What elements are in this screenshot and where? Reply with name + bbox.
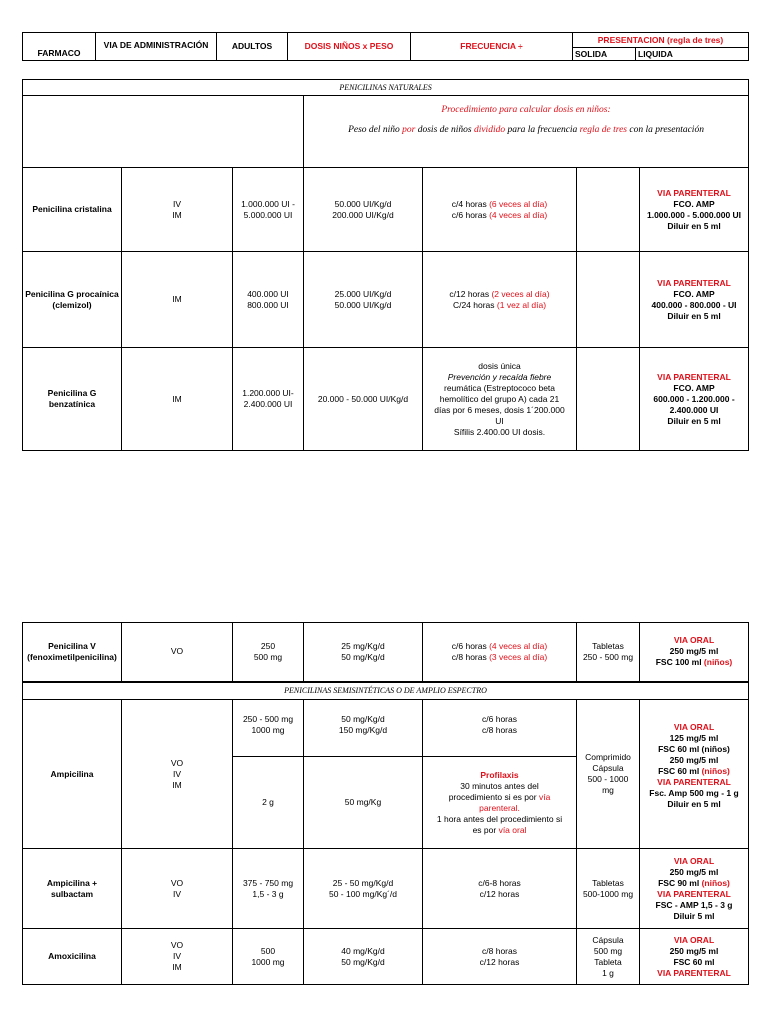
header-adultos: ADULTOS [217, 33, 288, 61]
frecuencia-cell: c/4 horas (6 veces al día) c/6 horas (4 veces al día) [423, 168, 577, 252]
table-row [23, 700, 749, 757]
via-cell: IV IM [122, 168, 233, 252]
table-row [23, 849, 749, 929]
header-farmaco: FARMACO [23, 33, 96, 61]
via-cell: VO [122, 623, 233, 682]
dosis-cell: 40 mg/Kg/d 50 mg/Kg/d [304, 929, 423, 985]
liquida-cell: VIA PARENTERAL FCO. AMP 1.000.000 - 5.000.000 UI Diluir en 5 ml [640, 168, 749, 252]
adultos-cell: 400.000 UI 800.000 UI [233, 252, 304, 348]
frecuencia-cell: dosis única Prevención y recaída fiebre reumática (Estreptococo beta hemolítico del grupo A) cada 21 días por 6 meses, dosis 1´200.000 UI Sífilis 2.400.00 UI dosis. [423, 348, 577, 451]
procedure-note: Procedimiento para calcular dosis en niños: Peso del niño por dosis de niños dividido para la frecuencia regla de tres con la presentación [304, 96, 749, 168]
frecuencia-cell: c/6 horas c/8 horas [423, 700, 577, 757]
adultos-cell: 250 500 mg [233, 623, 304, 682]
header-dosis: DOSIS NIÑOS x PESO [288, 33, 411, 61]
dosis-cell: 50.000 UI/Kg/d 200.000 UI/Kg/d [304, 168, 423, 252]
dosis-cell: 25 mg/Kg/d 50 mg/Kg/d [304, 623, 423, 682]
dosis-cell: 50 mg/Kg [304, 757, 423, 849]
table-row [23, 348, 749, 451]
liquida-cell: VIA PARENTERAL FCO. AMP 400.000 - 800.000 - UI Diluir en 5 ml [640, 252, 749, 348]
drug-name: Penicilina G benzatínica [23, 348, 122, 451]
header-solida: SOLIDA [573, 48, 636, 61]
liquida-cell: VIA ORAL 250 mg/5 ml FSC 90 ml (niños) VIA PARENTERAL FSC - AMP 1,5 - 3 g Diluir 5 ml [640, 849, 749, 929]
solida-cell: Comprimido Cápsula 500 - 1000 mg [577, 700, 640, 849]
via-cell: IM [122, 348, 233, 451]
liquida-cell: VIA PARENTERAL FCO. AMP 600.000 - 1.200.000 - 2.400.000 UI Diluir en 5 ml [640, 348, 749, 451]
liquida-cell: VIA ORAL 125 mg/5 ml FSC 60 ml (niños) 250 mg/5 ml FSC 60 ml (niños) VIA PARENTERAL Fsc. Amp 500 mg - 1 g Diluir en 5 ml [640, 700, 749, 849]
adultos-cell: 1.000.000 UI - 5.000.000 UI [233, 168, 304, 252]
naturales-title: PENICILINAS NATURALES [23, 80, 749, 96]
drug-name: Ampicilina + sulbactam [23, 849, 122, 929]
solida-cell: Cápsula 500 mg Tableta 1 g [577, 929, 640, 985]
via-cell: IM [122, 252, 233, 348]
adultos-cell: 500 1000 mg [233, 929, 304, 985]
adultos-cell: 1.200.000 UI- 2.400.000 UI [233, 348, 304, 451]
liquida-cell: VIA ORAL 250 mg/5 ml FSC 100 ml (niños) [640, 623, 749, 682]
dosis-cell: 25.000 UI/Kg/d 50.000 UI/Kg/d [304, 252, 423, 348]
naturales-table [22, 79, 749, 451]
drug-name: Penicilina V (fenoximetilpenicilina) [23, 623, 122, 682]
table-row [23, 168, 749, 252]
drug-name: Penicilina cristalina [23, 168, 122, 252]
frecuencia-cell: c/6-8 horas c/12 horas [423, 849, 577, 929]
solida-cell [577, 348, 640, 451]
semisinteticas-table [22, 622, 749, 985]
solida-cell [577, 168, 640, 252]
table-row [23, 929, 749, 985]
via-cell: VO IV IM [122, 700, 233, 849]
frecuencia-cell: Profilaxis 30 minutos antes del procedimiento si es por vía parenteral. 1 hora antes del procedimiento si es por vía oral [423, 757, 577, 849]
frecuencia-cell: c/12 horas (2 veces al día) C/24 horas (1 vez al día) [423, 252, 577, 348]
via-cell: VO IV [122, 849, 233, 929]
header-frecuencia: FRECUENCIA ÷ [411, 33, 573, 61]
adultos-cell: 250 - 500 mg 1000 mg [233, 700, 304, 757]
header-via: VIA DE ADMINISTRACIÓN [96, 33, 217, 61]
solida-cell: Tabletas 250 - 500 mg [577, 623, 640, 682]
via-cell: VO IV IM [122, 929, 233, 985]
drug-name: Penicilina G procaínica (clemizol) [23, 252, 122, 348]
frecuencia-cell: c/8 horas c/12 horas [423, 929, 577, 985]
dosis-cell: 50 mg/Kg/d 150 mg/Kg/d [304, 700, 423, 757]
liquida-cell: VIA ORAL 250 mg/5 ml FSC 60 ml VIA PARENTERAL [640, 929, 749, 985]
dosis-cell: 25 - 50 mg/Kg/d 50 - 100 mg/Kg´/d [304, 849, 423, 929]
frecuencia-cell: c/6 horas (4 veces al día) c/8 horas (3 veces al día) [423, 623, 577, 682]
header-liquida: LIQUIDA [636, 48, 749, 61]
table-row [23, 252, 749, 348]
drug-name: Amoxicilina [23, 929, 122, 985]
adultos-cell: 2 g [233, 757, 304, 849]
naturales-blank [23, 96, 304, 168]
solida-cell: Tabletas 500-1000 mg [577, 849, 640, 929]
adultos-cell: 375 - 750 mg 1,5 - 3 g [233, 849, 304, 929]
solida-cell [577, 252, 640, 348]
table-row [23, 623, 749, 682]
dosis-cell: 20.000 - 50.000 UI/Kg/d [304, 348, 423, 451]
header-table [22, 32, 749, 61]
semisinteticas-title: PENICILINAS SEMISINTÉTICAS O DE AMPLIO ESPECTRO [23, 682, 749, 700]
drug-name: Ampicilina [23, 700, 122, 849]
header-presentacion: PRESENTACION (regla de tres) [573, 33, 749, 48]
